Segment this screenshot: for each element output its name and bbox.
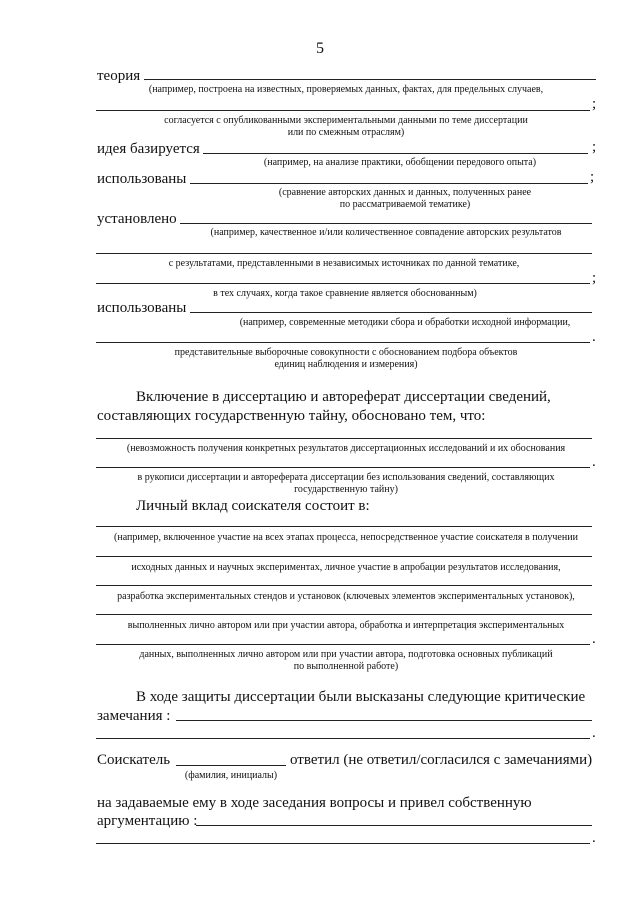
period: . <box>592 329 596 345</box>
period: . <box>592 454 596 470</box>
established-fill-line-2[interactable] <box>96 253 592 254</box>
theory-caption-1: (например, построена на известных, проверяемых данных, фактах, для предельных случаев, <box>148 84 544 95</box>
contribution-heading: Личный вклад соискателя состоит в: <box>136 498 370 514</box>
semicolon: ; <box>592 270 597 286</box>
argument-fill-line-2[interactable] <box>96 843 590 844</box>
argument-paragraph-line-1: на задаваемые ему в ходе заседания вопросы и привел собственную <box>97 795 532 811</box>
secret-paragraph-line-1: Включение в диссертацию и автореферат диссертации сведений, <box>136 389 551 405</box>
defense-paragraph-line-2: замечания : <box>97 708 171 724</box>
secret-fill-line[interactable] <box>96 438 592 439</box>
applicant-answer-text: ответил (не ответил/согласился с замечаниями) <box>290 752 593 768</box>
idea-caption: (например, на анализе практики, обобщении передового опыта) <box>263 157 537 168</box>
period: . <box>592 725 596 741</box>
used2-label: использованы <box>97 300 187 316</box>
applicant-name-field[interactable] <box>176 765 286 766</box>
contribution-caption-2: исходных данных и научных экспериментах, личное участие в апробации результатов исследования, <box>131 562 561 573</box>
used2-fill-line[interactable] <box>190 312 592 313</box>
contribution-caption-3: разработка экспериментальных стендов и установок (ключевых элементов экспериментальных установок), <box>117 591 575 602</box>
theory-fill-line[interactable] <box>144 79 596 80</box>
contribution-fill-line-2[interactable] <box>96 556 592 557</box>
contribution-caption-5b: по выполненной работе) <box>293 661 399 672</box>
used1-fill-line[interactable] <box>190 183 588 184</box>
contribution-fill-line-4[interactable] <box>96 614 592 615</box>
period: . <box>592 830 596 846</box>
applicant-label: Соискатель <box>97 752 171 768</box>
used2-fill-line-2[interactable] <box>96 342 590 343</box>
used2-caption-2a: представительные выборочные совокупности с обоснованием подбора объектов <box>174 347 518 358</box>
established-caption-1: (например, качественное и/или количественное совпадение авторских результатов <box>210 227 562 238</box>
established-caption-3: в тех случаях, когда такое сравнение является обоснованным) <box>213 288 477 299</box>
contribution-fill-line-3[interactable] <box>96 585 592 586</box>
used1-label: использованы <box>97 171 187 187</box>
idea-label: идея базируется <box>97 141 200 157</box>
period: . <box>592 631 596 647</box>
secret-caption-2a: в рукописи диссертации и автореферата диссертации без использования сведений, составляющих <box>137 472 555 483</box>
contribution-caption-5a: данных, выполненных лично автором или при участии автора, подготовка основных публикаций <box>139 649 553 660</box>
established-label: установлено <box>97 211 177 227</box>
remarks-fill-line-2[interactable] <box>96 738 590 739</box>
secret-caption-1: (невозможность получения конкретных результатов диссертационных исследований и их обоснования <box>126 443 566 454</box>
secret-paragraph-line-2: составляющих государственную тайну, обосновано тем, что: <box>97 408 486 424</box>
secret-caption-2b: государственную тайну) <box>294 484 398 495</box>
contribution-caption-4: выполненных лично автором или при участии автора, обработка и интерпретация экспериментальных <box>127 620 565 631</box>
page-number: 5 <box>316 40 324 57</box>
used2-caption-1: (например, современные методики сбора и обработки исходной информации, <box>239 317 571 328</box>
theory-label: теория <box>97 68 141 84</box>
theory-caption-2b: или по смежным отраслям) <box>287 127 405 138</box>
argument-paragraph-line-2: аргументацию : <box>97 813 198 829</box>
theory-caption-2a: согласуется с опубликованными экспериментальными данными по теме диссертации <box>164 115 528 126</box>
semicolon: ; <box>590 169 595 185</box>
used2-caption-2b: единиц наблюдения и измерения) <box>274 359 418 370</box>
contribution-fill-line-5[interactable] <box>96 644 590 645</box>
established-caption-2: с результатами, представленными в независимых источниках по данной тематике, <box>168 258 520 269</box>
applicant-name-caption: (фамилия, инициалы) <box>184 770 278 781</box>
semicolon: ; <box>592 96 597 112</box>
contribution-caption-1: (например, включенное участие на всех этапах процесса, непосредственное участие соискателя в получении <box>114 532 578 543</box>
semicolon: ; <box>592 139 597 155</box>
argument-fill-line[interactable] <box>196 825 592 826</box>
used1-caption-a: (сравнение авторских данных и данных, полученных ранее <box>278 187 532 198</box>
secret-fill-line-2[interactable] <box>96 467 590 468</box>
idea-fill-line[interactable] <box>203 153 588 154</box>
established-fill-line[interactable] <box>180 223 592 224</box>
used1-caption-b: по рассматриваемой тематике) <box>339 199 471 210</box>
established-fill-line-3[interactable] <box>96 283 590 284</box>
remarks-fill-line[interactable] <box>176 720 592 721</box>
theory-fill-line-2[interactable] <box>96 110 590 111</box>
defense-paragraph-line-1: В ходе защиты диссертации были высказаны следующие критические <box>136 689 586 705</box>
contribution-fill-line-1[interactable] <box>96 526 592 527</box>
